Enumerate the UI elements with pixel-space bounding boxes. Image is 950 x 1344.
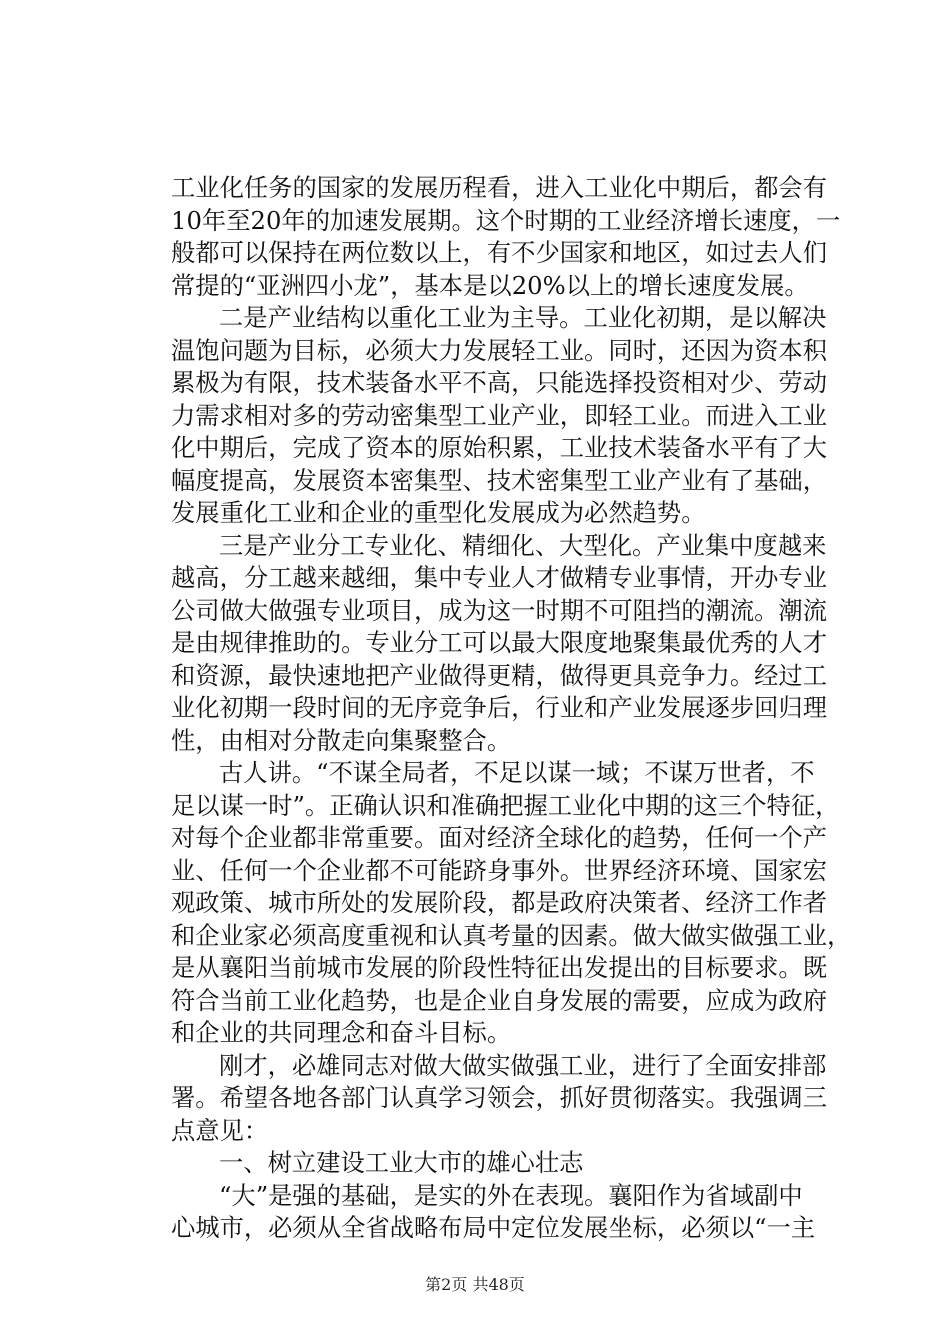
text-line: 刚才，必雄同志对做大做实做强工业，进行了全面安排部 bbox=[219, 1050, 827, 1080]
paragraph bbox=[171, 1180, 816, 1245]
text-line: 工业化任务的国家的发展历程看，进入工业化中期后，都会有 bbox=[171, 173, 828, 202]
paragraph bbox=[171, 530, 828, 758]
text-line: “大”是强的基础，是实的外在表现。襄阳作为省域副中 bbox=[219, 1180, 803, 1210]
text-line: 观政策、城市所处的发展阶段，都是政府决策者、经济工作者 bbox=[171, 888, 828, 917]
page-number-footer: 第2页 共48页 bbox=[425, 1275, 525, 1294]
paragraph bbox=[171, 172, 841, 302]
text-line: 温饱问题为目标，必须大力发展轻工业。同时，还因为资本积 bbox=[171, 335, 828, 365]
text-line: 符合当前工业化趋势，也是企业自身发展的需要，应成为政府 bbox=[171, 985, 828, 1015]
text-line: 般都可以保持在两位数以上，有不少国家和地区，如过去人们 bbox=[171, 238, 828, 267]
paragraph bbox=[171, 757, 852, 1050]
section-heading bbox=[171, 1147, 785, 1180]
text-line: 公司做大做强专业项目，成为这一时期不可阻挡的潮流。潮流 bbox=[171, 595, 828, 625]
text-line: 常提的“亚洲四小龙”，基本是以20%以上的增长速度发展。 bbox=[171, 270, 809, 300]
text-line: 对每个企业都非常重要。面对经济全球化的趋势，任何一个产 bbox=[171, 823, 828, 852]
text-line: 二是产业结构以重化工业为主导。工业化初期，是以解决 bbox=[219, 303, 827, 332]
text-line: 累极为有限，技术装备水平不高，只能选择投资相对少、劳动 bbox=[171, 368, 828, 397]
text-line: 和企业家必须高度重视和认真考量的因素。做大做实做强工业， bbox=[171, 920, 852, 950]
text-line: 点意见： bbox=[171, 1115, 269, 1145]
text-line: 10年至20年的加速发展期。这个时期的工业经济增长速度，一 bbox=[171, 205, 841, 235]
text-line: 古人讲。“不谋全局者，不足以谋一域；不谋万世者，不 bbox=[219, 758, 815, 787]
text-line: 和资源，最快速地把产业做得更精，做得更具竞争力。经过工 bbox=[171, 660, 828, 690]
text-line: 性，由相对分散走向集聚整合。 bbox=[171, 725, 512, 755]
text-line: 发展重化工业和企业的重型化发展成为必然趋势。 bbox=[171, 498, 706, 527]
text-line: 幅度提高，发展资本密集型、技术密集型工业产业有了基础， bbox=[171, 465, 828, 495]
text-line: 是由规律推助的。专业分工可以最大限度地聚集最优秀的人才 bbox=[171, 628, 828, 657]
text-line: 化中期后，完成了资本的原始积累，工业技术装备水平有了大 bbox=[171, 433, 828, 462]
text-line: 越高，分工越来越细，集中专业人才做精专业事情，开办专业 bbox=[171, 563, 828, 592]
text-line: 和企业的共同理念和奋斗目标。 bbox=[171, 1018, 512, 1047]
text-line: 是从襄阳当前城市发展的阶段性特征出发提出的目标要求。既 bbox=[171, 953, 828, 982]
text-line: 署。希望各地各部门认真学习领会，抓好贯彻落实。我强调三 bbox=[171, 1083, 828, 1112]
paragraph bbox=[171, 1050, 828, 1148]
text-line: 三是产业分工专业化、精细化、大型化。产业集中度越来 bbox=[219, 530, 827, 560]
text-line: 业化初期一段时间的无序竞争后，行业和产业发展逐步回归理 bbox=[171, 693, 828, 722]
text-line: 足以谋一时”。正确认识和准确把握工业化中期的这三个特征， bbox=[171, 790, 840, 820]
paragraph bbox=[171, 302, 828, 530]
text-line: 力需求相对多的劳动密集型工业产业，即轻工业。而进入工业 bbox=[171, 400, 828, 430]
text-line: 心城市，必须从全省战略布局中定位发展坐标，必须以“一主 bbox=[171, 1213, 816, 1242]
document-body bbox=[171, 172, 852, 1245]
text-line: 业、任何一个企业都不可能跻身事外。世界经济环境、国家宏 bbox=[171, 855, 828, 885]
text-line: 一、树立建设工业大市的雄心壮志 bbox=[219, 1148, 584, 1177]
